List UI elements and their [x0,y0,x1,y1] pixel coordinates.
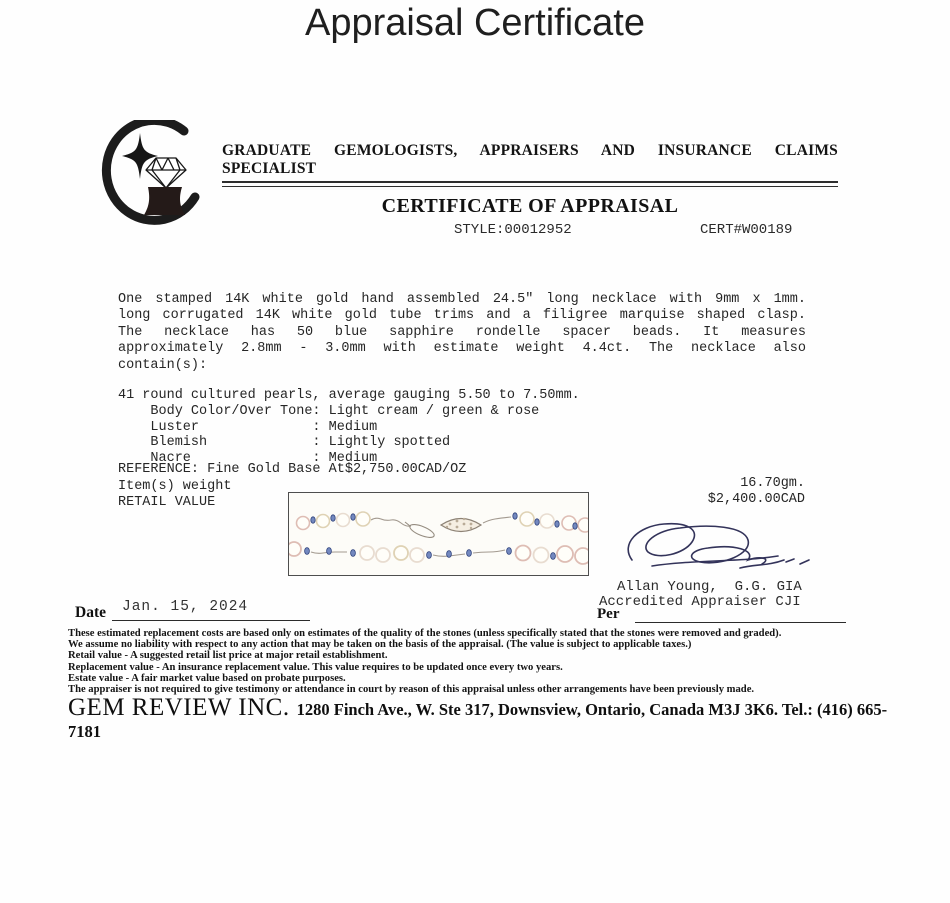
description-line: The necklace has 50 blue sapphire rondelle spacer beads. It measures [118,324,806,340]
pearl-details [118,388,580,467]
date-label: Date [75,604,106,621]
style-number: STYLE:00012952 [454,222,572,238]
necklace-photo [288,492,589,576]
disclaimer-line: Retail value - A suggested retail list price at major retail establishment. [68,650,388,662]
disclaimer-line: We assume no liability with respect to any action that may be taken on the basis of the appraisal. (The value is subject to applicable taxes.) [68,639,692,651]
letterhead [222,142,838,240]
double-rule-divider [222,181,838,187]
pearl-detail-line: Body Color/Over Tone: Light cream / green & rose [118,403,540,419]
appraiser-name: Allan Young, G.G. GIA [617,579,802,595]
retail-value-amount: $2,400.00CAD [707,492,805,507]
description-line: long corrugated 14K white gold tube trims and a filigree marquise shaped clasp. [118,308,806,324]
company-address: 1280 Finch Ave., W. Ste 317, Downsview, Ontario, Canada M3J 3K6. Tel.: (416) 665-7181 [68,700,888,741]
description-line: contain(s): [118,357,208,373]
disclaimer-line: Estate value - A fair market value based on probate purposes. [68,672,346,684]
certificate-ids [222,222,838,240]
footer [68,694,908,742]
page-title: Appraisal Certificate [304,2,646,44]
disclaimer-block [68,628,928,695]
description-line: approximately 2.8mm - 3.0mm with estimate weight 4.4ct. The necklace also [118,341,806,357]
cert-number: CERT#W00189 [700,222,793,238]
disclaimer-line: Replacement value - An insurance replacement value. This value requires to be updated once every two years. [68,661,563,673]
date-value: Jan. 15, 2024 [122,599,249,615]
pearl-detail-line: 41 round cultured pearls, average gauging 5.50 to 7.50mm. [118,388,580,403]
appraiser-title: Accredited Appraiser CJI [599,594,801,610]
retail-value-label: RETAIL VALUE [118,495,216,510]
weight-label: Item(s) weight [118,479,232,494]
per-label: Per [597,606,620,622]
disclaimer-line: The appraiser is not required to give testimony or attendance in court by reason of this appraisal unless other arrangements have been previously made. [68,684,755,696]
disclaimer-line: These estimated replacement costs are based only on estimates of the quality of the stones (unless specifically stated that the stones were removed and graded). [68,628,782,639]
gem-diamond-crescent-logo-icon [86,120,212,238]
description-line: One stamped 14K white gold hand assembled 24.5" long necklace with 9mm x 1mm. [118,292,806,307]
company-name: GEM REVIEW INC. [68,694,290,721]
certificate-title: CERTIFICATE OF APPRAISAL [381,195,679,217]
handwritten-signature [600,514,812,582]
per-signature-line [635,608,846,623]
item-description [118,292,806,374]
pearl-detail-line: Luster : Medium [118,419,378,435]
reference-line: REFERENCE: Fine Gold Base At$2,750.00CAD/OZ [118,462,467,477]
organization-line: GRADUATE GEMOLOGISTS, APPRAISERS AND INSURANCE CLAIMS SPECIALIST [222,142,838,177]
pearl-detail-line: Nacre : Medium [118,451,378,467]
pearl-detail-line: Blemish : Lightly spotted [118,435,451,451]
weight-value: 16.70gm. [740,476,805,491]
